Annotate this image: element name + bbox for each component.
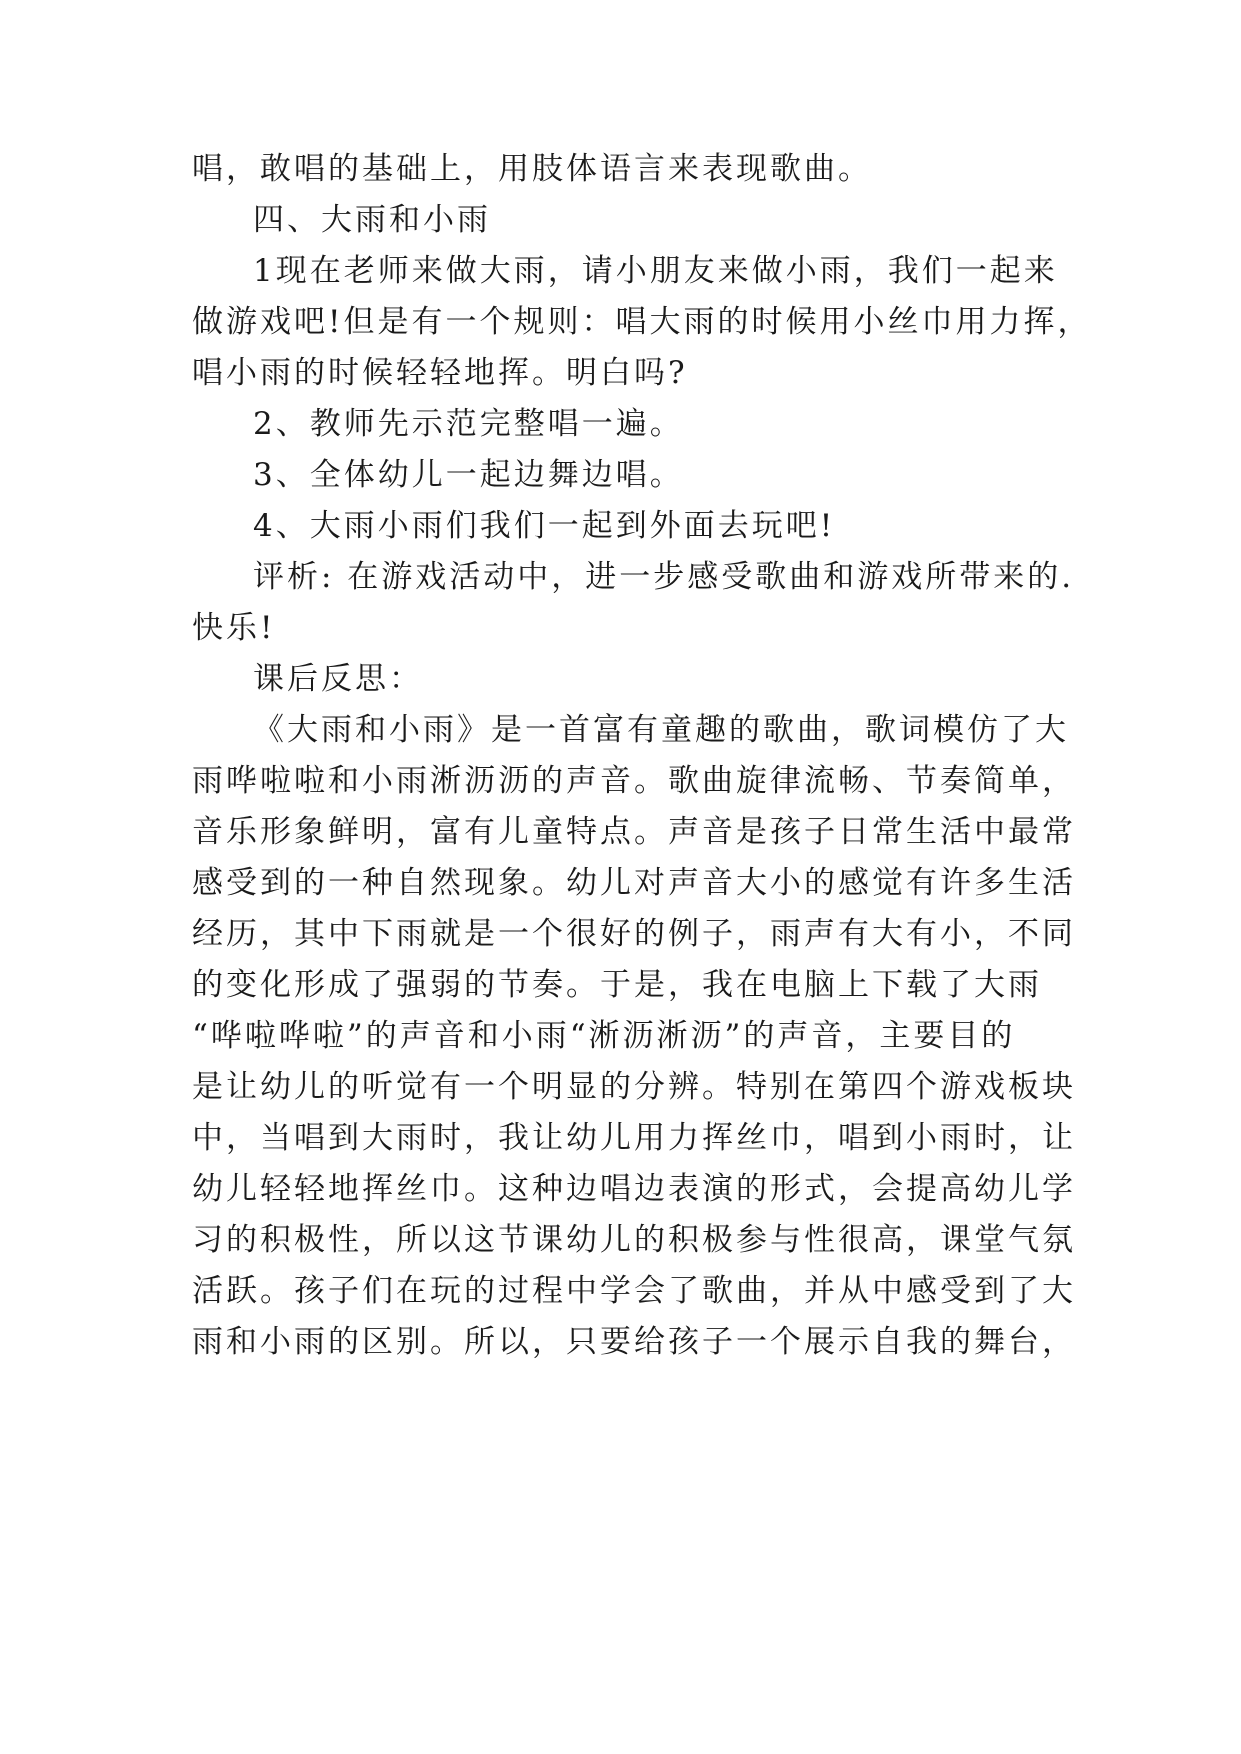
- paragraph-line: 雨和小雨的区别。所以，只要给孩子一个展示自我的舞台，: [192, 1324, 1076, 1360]
- paragraph-line: 经历，其中下雨就是一个很好的例子，雨声有大有小，不同: [192, 916, 1076, 952]
- paragraph-line: 活跃。孩子们在玩的过程中学会了歌曲，并从中感受到了大: [192, 1273, 1076, 1309]
- section-heading: 四、大雨和小雨: [253, 202, 491, 238]
- paragraph-line: 2、教师先示范完整唱一遍。: [253, 406, 684, 442]
- paragraph-line: 的变化形成了强弱的节奏。于是，我在电脑上下载了大雨: [192, 967, 1042, 1003]
- paragraph-line: 中，当唱到大雨时，我让幼儿用力挥丝巾，唱到小雨时，让: [192, 1120, 1076, 1156]
- paragraph-line: 评析: 在游戏活动中，进一步感受歌曲和游戏所带来的.: [253, 559, 1075, 595]
- paragraph-line: 幼儿轻轻地挥丝巾。这种边唱边表演的形式，会提高幼儿学: [192, 1171, 1076, 1207]
- paragraph-line: 唱小雨的时候轻轻地挥。明白吗?: [192, 355, 688, 391]
- paragraph-line: 雨哗啦啦和小雨淅沥沥的声音。歌曲旋律流畅、节奏简单，: [192, 763, 1076, 799]
- paragraph-line: 4、大雨小雨们我们一起到外面去玩吧!: [253, 508, 836, 544]
- paragraph-line: 1现在老师来做大雨，请小朋友来做小雨，我们一起来: [253, 253, 1058, 289]
- paragraph-line: 感受到的一种自然现象。幼儿对声音大小的感觉有许多生活: [192, 865, 1076, 901]
- paragraph-line: 做游戏吧!但是有一个规则：唱大雨的时候用小丝巾用力挥，: [192, 304, 1092, 340]
- section-heading: 课后反思：: [253, 661, 423, 697]
- paragraph-line: 习的积极性，所以这节课幼儿的积极参与性很高，课堂气氛: [192, 1222, 1076, 1258]
- paragraph-line: 唱，敢唱的基础上，用肢体语言来表现歌曲。: [192, 151, 872, 187]
- paragraph-line: 音乐形象鲜明，富有儿童特点。声音是孩子日常生活中最常: [192, 814, 1076, 850]
- paragraph-line: 《大雨和小雨》是一首富有童趣的歌曲，歌词模仿了大: [253, 712, 1069, 748]
- paragraph-line: “哗啦哗啦”的声音和小雨“淅沥淅沥”的声音，主要目的: [192, 1018, 1016, 1054]
- paragraph-line: 3、全体幼儿一起边舞边唱。: [253, 457, 684, 493]
- paragraph-line: 快乐!: [192, 610, 276, 646]
- paragraph-line: 是让幼儿的听觉有一个明显的分辨。特别在第四个游戏板块: [192, 1069, 1076, 1105]
